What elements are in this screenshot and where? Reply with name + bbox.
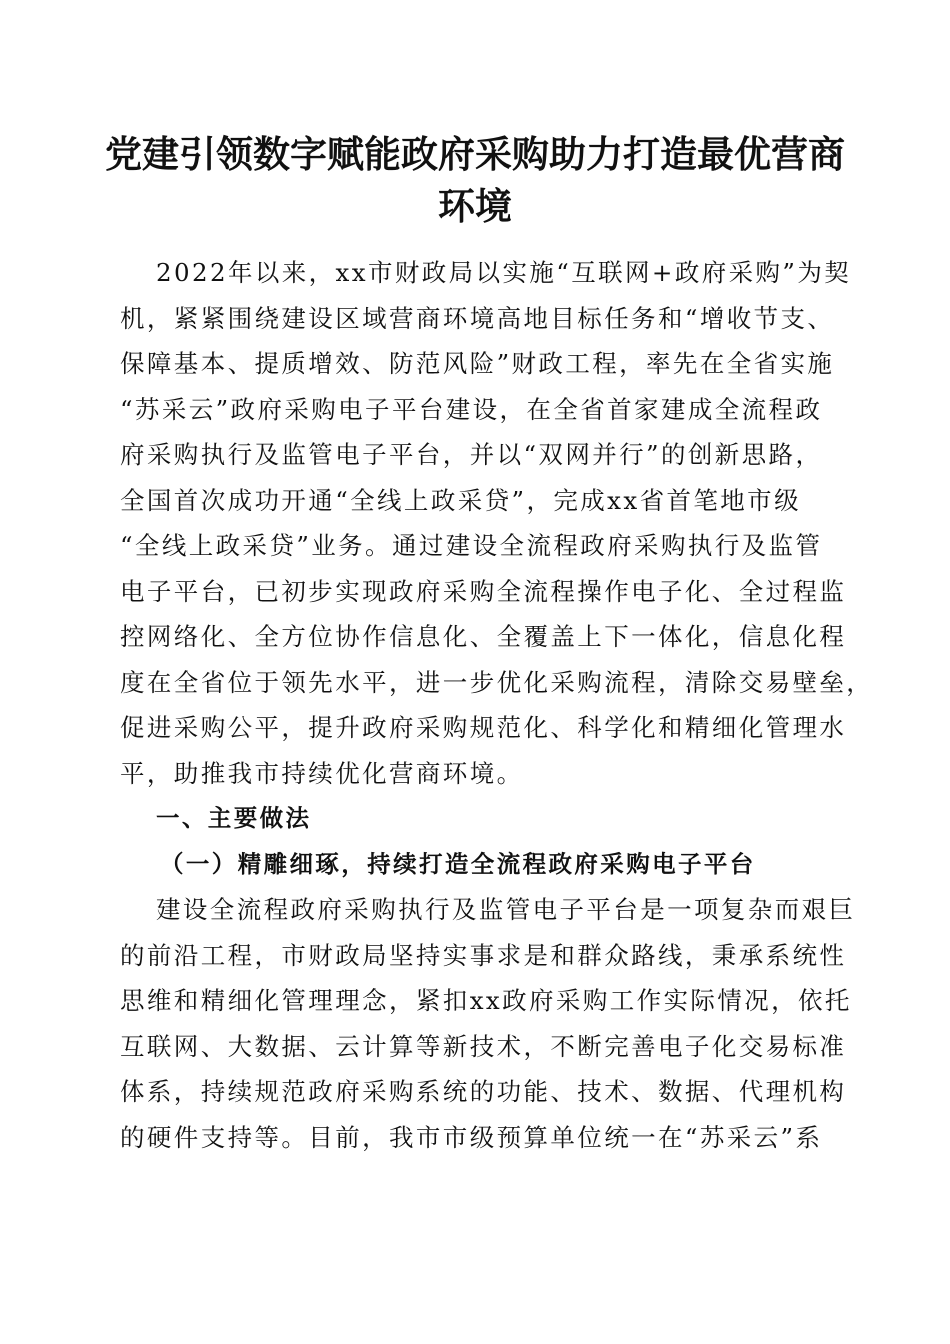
text-line: 互联网、大数据、云计算等新技术，不断完善电子化交易标准 bbox=[120, 1031, 847, 1061]
text-line: 的前沿工程，市财政局坚持实事求是和群众路线，秉承系统性 bbox=[120, 940, 847, 970]
text-line: “全线上政采贷”业务。通过建设全流程政府采购执行及监管 bbox=[120, 531, 823, 560]
document-title bbox=[100, 128, 850, 232]
section-heading: 一、主要做法 bbox=[156, 804, 312, 832]
text-line: 思维和精细化管理理念，紧扣xx政府采购工作实际情况，依托 bbox=[120, 986, 852, 1015]
text-line: 全国首次成功开通“全线上政采贷”，完成xx省首笔地市级 bbox=[120, 485, 801, 515]
text-line: 2022年以来，xx市财政局以实施“互联网+政府采购”为契 bbox=[156, 258, 852, 287]
text-line: 体系，持续规范政府采购系统的功能、技术、数据、代理机构 bbox=[120, 1077, 847, 1106]
paragraph-section-1 bbox=[120, 887, 856, 1160]
title-line-1: 党建引领数字赋能政府采购助力打造最优营商 bbox=[105, 132, 845, 176]
title-line-2: 环境 bbox=[438, 184, 512, 228]
text-line: 促进采购公平，提升政府采购规范化、科学化和精细化管理水 bbox=[120, 713, 847, 742]
text-line: 的硬件支持等。目前，我市市级预算单位统一在“苏采云”系 bbox=[120, 1122, 823, 1152]
text-line: “苏采云”政府采购电子平台建设，在全省首家建成全流程政 bbox=[120, 394, 823, 424]
document-body bbox=[120, 250, 874, 1160]
text-line: 控网络化、全方位协作信息化、全覆盖上下一体化，信息化程 bbox=[120, 622, 847, 651]
text-line: 电子平台，已初步实现政府采购全流程操作电子化、全过程监 bbox=[120, 576, 847, 606]
text-line: 平，助推我市持续优化营商环境。 bbox=[120, 758, 524, 788]
text-line: 府采购执行及监管电子平台，并以“双网并行”的创新思路， bbox=[120, 440, 823, 469]
paragraph-intro bbox=[120, 250, 874, 796]
subsection-heading: （一）精雕细琢，持续打造全流程政府采购电子平台 bbox=[160, 849, 756, 878]
text-line: 度在全省位于领先水平，进一步优化采购流程，清除交易壁垒， bbox=[120, 667, 874, 697]
text-line: 建设全流程政府采购执行及监管电子平台是一项复杂而艰巨 bbox=[156, 895, 856, 924]
text-line: 保障基本、提质增效、防范风险”财政工程，率先在全省实施 bbox=[120, 349, 835, 378]
text-line: 机，紧紧围绕建设区域营商环境高地目标任务和“增收节支、 bbox=[120, 303, 835, 333]
